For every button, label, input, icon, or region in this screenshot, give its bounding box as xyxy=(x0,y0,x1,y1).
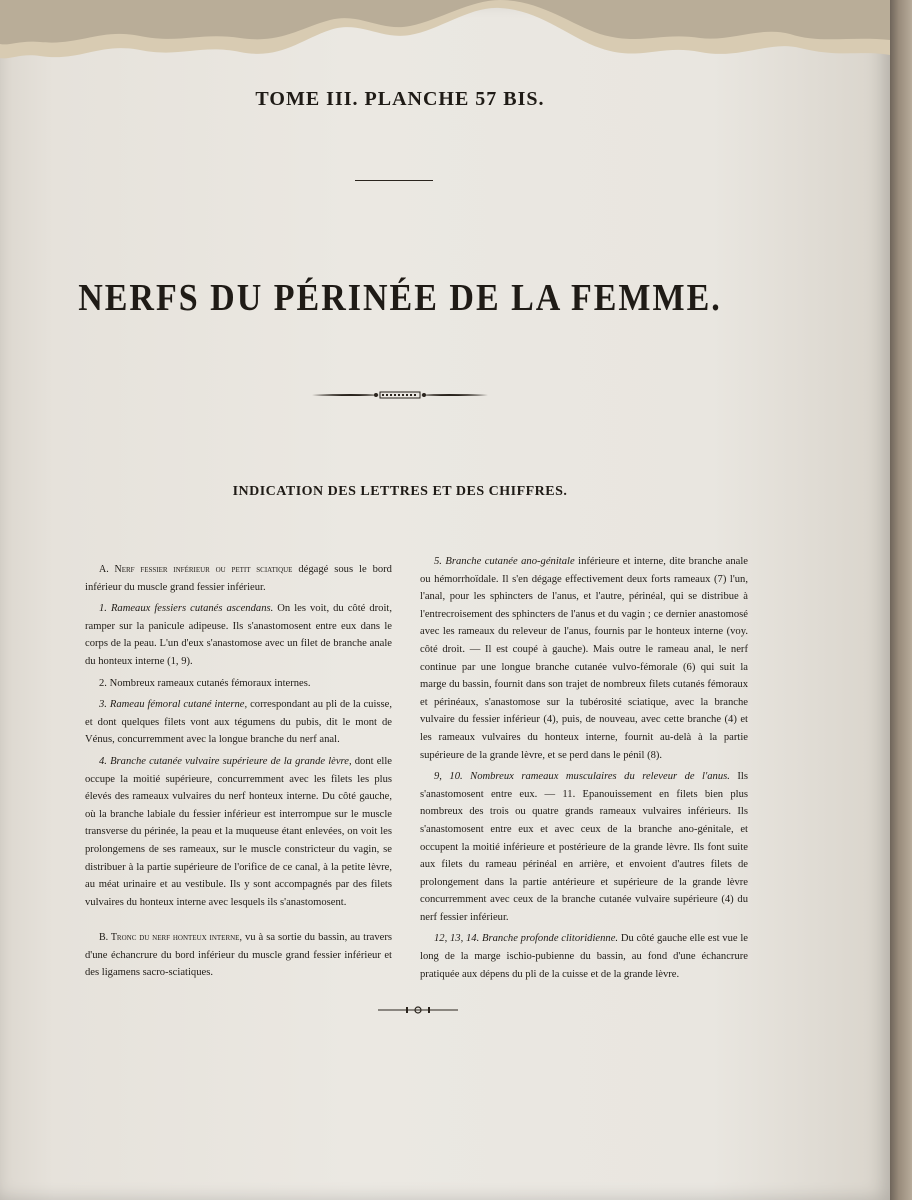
ornament-divider xyxy=(310,388,490,402)
paragraph-a: A. Nerf fessier inférieur ou petit sciatique dégagé sous le bord inférieur du muscle grand fessier inférieur. xyxy=(85,564,392,593)
left-text-column xyxy=(85,561,392,986)
paragraph-12-14: 12, 13, 14. Branche profonde clitoridienne. Du côté gauche elle est vue le long de la marge ischio-pubienne du bassin, au fond d'une échancrure pratiquée aux dépens du pli de la cuisse et de la grande lèvre. xyxy=(420,933,748,980)
header-rule xyxy=(355,180,433,181)
section-subtitle: INDICATION DES LETTRES ET DES CHIFFRES. xyxy=(232,484,568,499)
paragraph-5: 5. Branche cutanée ano-génitale inférieure et interne, dite branche anale ou hémorrhoïdale. Il s'en dégage effectivement deux forts rameaux (7) l'un, l'anal, pour les sphincters de l'anus, et l'autre, périnéal, qui se distribue à l'entrecroisement des sphincters de l'anus et du vagin ; ce dernier anastomosé avec les rameaux du releveur de l'anus, fournis par le honteux interne (voy. côté droit. — Il est coupé à gauche). Mais outre le rameau anal, le nerf continue par une longue branche cutanée vulvo-fémorale (6) qui suit la marge du bassin, fournit dans son trajet de nombreux filets cutanés fémoraux et périnéaux, s'anastomose sur la tubérosité sciatique, avec la branche vulvaire du fessier inférieur (4), puis, de nouveau, avec cette branche (4) et les rameaux vulvaires du honteux interne, fournit au-delà à la partie supérieure de la grande lèvre, et se perd dans le pénil (8). xyxy=(420,556,748,761)
bottom-ornament xyxy=(378,1004,458,1016)
page-title: NERFS DU PÉRINÉE DE LA FEMME. xyxy=(78,277,722,320)
plate-header: TOME III. PLANCHE 57 BIS. xyxy=(255,88,545,110)
right-text-column xyxy=(420,553,748,987)
paragraph-9-10: 9, 10. Nombreux rameaux musculaires du releveur de l'anus. Ils s'anastomosent entre eux. — 11. Epanouissement en filets bien plus nombreux des trois ou quatre grands rameaux vulvaires inférieurs. Ils s'anastomosent entre eux et avec ceux de la branche ano-génitale, et occupent la moitié inférieure et postérieure de la grande lèvre. Ils font suite aux filets du rameau périnéal en arrière, et envoient d'autres filets de prolongement dans la partie antérieure et supérieure de la grande lèvre concurremment avec ceux de la branche cutanée vulvaire supérieure (4) du nerf fessier inférieur. xyxy=(420,771,749,923)
paragraph-2: 2. Nombreux rameaux cutanés fémoraux internes. xyxy=(99,677,311,689)
torn-top-edge xyxy=(0,0,890,70)
paragraph-1: 1. Rameaux fessiers cutanés ascendans. On les voit, du côté droit, ramper sur la panicule adipeuse. Ils s'anastomosent entre eux dans le corps de la peau. L'un d'eux s'anastomose avec un filet de branche anale du honteux interne (1, 9). xyxy=(85,603,392,667)
paragraph-4: 4. Branche cutanée vulvaire supérieure de la grande lèvre, dont elle occupe la moitié supérieure, concurremment avec les filets les plus élevés des rameaux vulvaires du nerf honteux interne. Du côté gauche, où la branche labiale du fessier inférieur est interrompue sur le muscle transverse du périnée, la peau et la muqueuse étant enlevées, on voit les prolongemens de ses rameaux, sur le muscle constricteur du vagin, se distribuer à la partie supérieure de l'orifice de ce canal, à la petite lèvre, au méat urinaire et au vestibule. Ils y sont accompagnés par des filets vulvaires du honteux interne avec lesquels ils s'anastomosent. xyxy=(85,755,393,908)
page-edge-shadow xyxy=(890,0,912,1200)
paragraph-b: B. Tronc du nerf honteux interne, vu à sa sortie du bassin, au travers d'une échancrure du bord inférieur du muscle grand fessier inférieur et des ligamens sacro-sciatiques. xyxy=(85,932,392,979)
paragraph-3: 3. Rameau fémoral cutané interne, correspondant au pli de la cuisse, et dont quelques filets vont aux tégumens du pubis, dit le mont de Vénus, concurremment avec la longue branche du nerf anal. xyxy=(85,699,392,746)
